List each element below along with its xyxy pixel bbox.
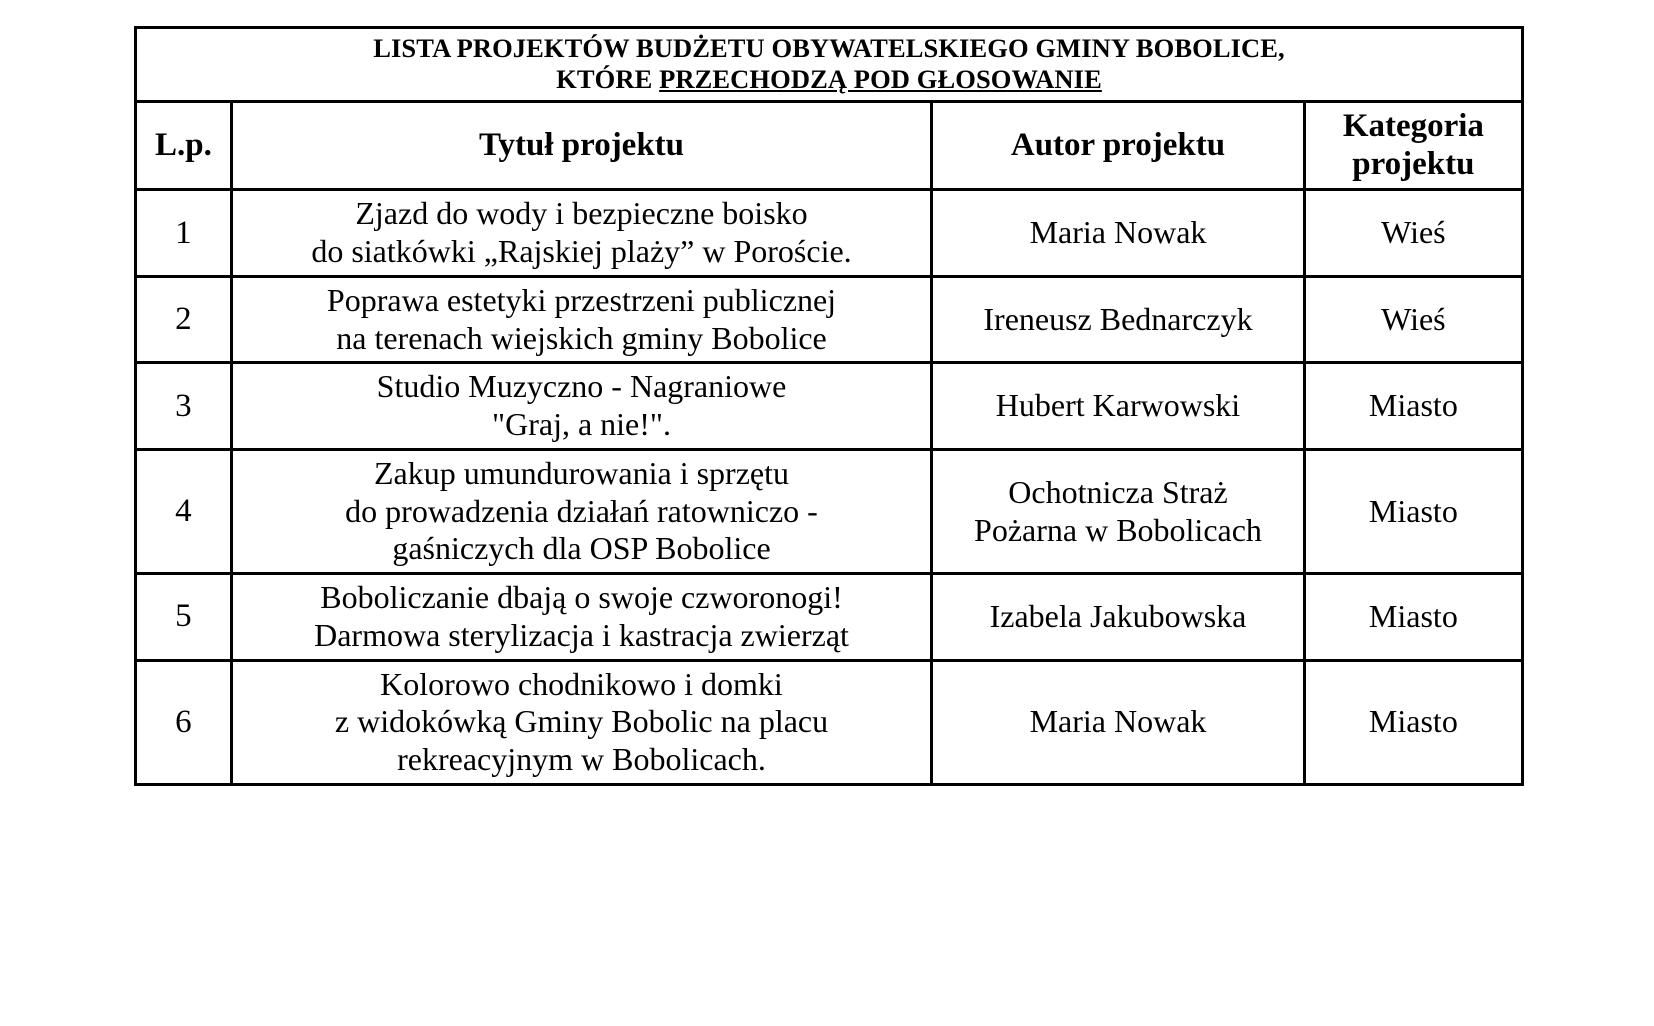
table-row bbox=[136, 449, 1523, 573]
header-title: Tytuł projektu bbox=[231, 101, 931, 190]
table-row bbox=[136, 190, 1523, 277]
row-category: Miasto bbox=[1304, 574, 1522, 661]
title-line-2-prefix: KTÓRE bbox=[556, 64, 660, 95]
row-title bbox=[231, 449, 931, 573]
row-lp: 2 bbox=[136, 276, 232, 363]
document-title bbox=[136, 28, 1523, 102]
row-title-line: na terenach wiejskich gminy Bobolice bbox=[336, 319, 827, 356]
row-title-line: Zakup umundurowania i sprzętu bbox=[374, 454, 789, 491]
row-title bbox=[231, 363, 931, 450]
row-author bbox=[932, 190, 1305, 277]
row-category: Wieś bbox=[1304, 190, 1522, 277]
header-category bbox=[1304, 101, 1522, 190]
row-category: Miasto bbox=[1304, 449, 1522, 573]
row-title bbox=[231, 190, 931, 277]
table-header-row bbox=[136, 101, 1523, 190]
row-title-line: Darmowa sterylizacja i kastracja zwierząt bbox=[314, 616, 849, 653]
table-title-row bbox=[136, 28, 1523, 102]
row-author-line: Maria Nowak bbox=[1029, 703, 1207, 740]
header-lp: L.p. bbox=[136, 101, 232, 190]
row-title-line: z widokówką Gminy Bobolic na placu bbox=[334, 703, 829, 740]
row-title bbox=[231, 660, 931, 784]
row-author-line: Ochotnicza Straż bbox=[1008, 473, 1228, 510]
title-line-2 bbox=[143, 64, 1515, 95]
row-author bbox=[932, 660, 1305, 784]
title-line-2-underlined: PRZECHODZĄ POD GŁOSOWANIE bbox=[659, 64, 1102, 95]
projects-table bbox=[134, 26, 1524, 786]
header-category-line-2: projektu bbox=[1352, 146, 1475, 183]
row-category: Wieś bbox=[1304, 276, 1522, 363]
row-category: Miasto bbox=[1304, 363, 1522, 450]
row-title-line: do prowadzenia działań ratowniczo - bbox=[345, 492, 818, 529]
row-title-line: Poprawa estetyki przestrzeni publicznej bbox=[326, 281, 837, 318]
row-lp: 5 bbox=[136, 574, 232, 661]
table-row bbox=[136, 276, 1523, 363]
row-lp: 1 bbox=[136, 190, 232, 277]
row-lp: 6 bbox=[136, 660, 232, 784]
row-title-line: Boboliczanie dbają o swoje czworonogi! bbox=[320, 579, 843, 616]
row-title-line: Zjazd do wody i bezpieczne boisko bbox=[355, 195, 808, 232]
row-author bbox=[932, 276, 1305, 363]
row-title bbox=[231, 574, 931, 661]
header-category-line-1: Kategoria bbox=[1342, 107, 1484, 144]
table-row bbox=[136, 660, 1523, 784]
row-author-line: Pożarna w Bobolicach bbox=[974, 511, 1262, 548]
row-title-line: gaśniczych dla OSP Bobolice bbox=[392, 530, 771, 567]
header-author: Autor projektu bbox=[932, 101, 1305, 190]
row-title-line: Kolorowo chodnikowo i domki bbox=[380, 665, 783, 702]
row-category: Miasto bbox=[1304, 660, 1522, 784]
table-row bbox=[136, 363, 1523, 450]
projects-table-container bbox=[134, 26, 1524, 786]
row-title-line: do siatkówki „Rajskiej plaży” w Poroście. bbox=[311, 233, 852, 270]
row-lp: 3 bbox=[136, 363, 232, 450]
row-title bbox=[231, 276, 931, 363]
row-author-line: Ireneusz Bednarczyk bbox=[983, 300, 1253, 337]
table-row bbox=[136, 574, 1523, 661]
row-lp: 4 bbox=[136, 449, 232, 573]
row-title-line: "Graj, a nie!". bbox=[492, 406, 671, 443]
row-author bbox=[932, 574, 1305, 661]
row-title-line: rekreacyjnym w Bobolicach. bbox=[397, 741, 766, 778]
title-line-1: LISTA PROJEKTÓW BUDŻETU OBYWATELSKIEGO GMINY BOBOLICE, bbox=[373, 33, 1285, 63]
row-author-line: Hubert Karwowski bbox=[995, 387, 1241, 424]
row-author bbox=[932, 363, 1305, 450]
row-author bbox=[932, 449, 1305, 573]
row-author-line: Izabela Jakubowska bbox=[989, 598, 1247, 635]
row-title-line: Studio Muzyczno - Nagraniowe bbox=[376, 368, 787, 405]
row-author-line: Maria Nowak bbox=[1029, 214, 1207, 251]
